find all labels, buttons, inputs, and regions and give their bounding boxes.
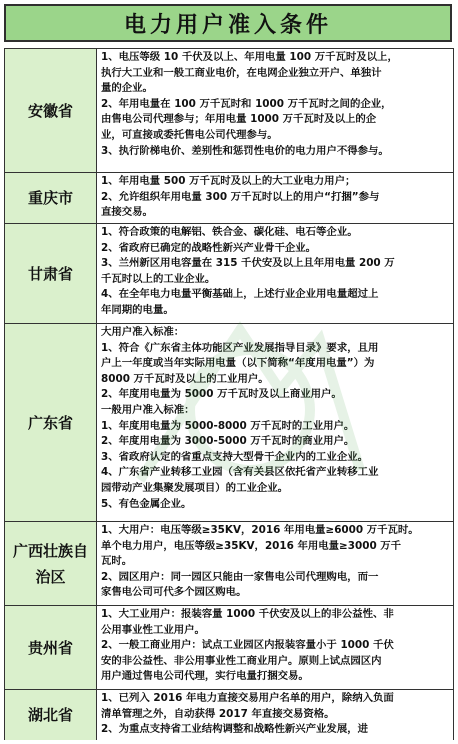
condition-line: 5、有色金属企业。 xyxy=(101,497,192,510)
condition-line: 清单管理之外，自动获得 2017 年直接交易资格。 xyxy=(101,707,335,720)
condition-line: 户上一年度或当年实际用电量（以下简称“年度用电量”）为 xyxy=(101,357,375,370)
condition-line: 1、符合政策的电解铝、铁合金、碳化硅、电石等企业。 xyxy=(101,226,358,238)
table-row-gansu xyxy=(5,224,453,324)
page-title: 电力用户准入条件 xyxy=(4,4,452,42)
condition-line: 4、在全年电力电量平衡基础上，上述行业企业用电量超过上 xyxy=(101,288,379,301)
table-row-chongqing xyxy=(5,173,453,224)
condition-line: 2、年度用电量为 5000 万千瓦时及以上商业用户。 xyxy=(101,388,342,401)
condition-line: 2、年用电量在 100 万千瓦时和 1000 万千瓦时之间的企业， xyxy=(101,97,392,110)
condition-line: 一般用户准入标准： xyxy=(101,403,195,416)
conditions-cell xyxy=(97,224,453,323)
condition-line: 单个电力用户，电压等级≥35KV，2016 年用电量≥3000 万千 xyxy=(101,539,402,552)
condition-line: 3、执行阶梯电价、差别性和惩罚性电价的电力用户不得参与。 xyxy=(101,144,389,157)
condition-line: 千瓦时以上的工业企业。 xyxy=(101,272,216,285)
condition-line: 1、年度用电量为 5000-8000 万千瓦时的工业用户。 xyxy=(101,419,355,432)
table-row-guangdong xyxy=(5,324,453,522)
province-cell: 贵州省 xyxy=(5,606,97,689)
condition-line: 1、符合《广东省主体功能区产业发展指导目录》要求，且用 xyxy=(101,341,379,354)
condition-line: 3、省政府认定的省重点支持大型骨干企业内的工业企业。 xyxy=(101,450,368,463)
condition-line: 用户通过售电公司代理，实行电量打捆交易。 xyxy=(101,670,309,683)
condition-line: 年同期的电量。 xyxy=(101,303,174,316)
province-cell: 重庆市 xyxy=(5,173,97,223)
condition-line: 8000 万千瓦时及以上的工业用户。 xyxy=(101,372,269,385)
condition-line: 园带动产业集聚发展项目）的工业企业。 xyxy=(101,481,289,494)
table-row-hubei xyxy=(5,690,453,740)
condition-line: 1、年用电量 500 万千瓦时及以上的大工业电力用户； xyxy=(101,175,356,187)
conditions-cell xyxy=(97,173,453,223)
condition-line: 执行大工业和一般工商业电价，在电网企业独立开户、单独计 xyxy=(101,66,382,79)
title-band xyxy=(0,0,458,45)
condition-line: 4、广东省产业转移工业园（含有关县区依托省产业转移工业 xyxy=(101,466,379,479)
condition-line: 安的非公益性、非公用事业性工商业用户。原则上试点园区内 xyxy=(101,654,382,667)
condition-line: 2、省政府已确定的战略性新兴产业骨干企业。 xyxy=(101,241,317,254)
table-row-guizhou xyxy=(5,606,453,690)
conditions-cell xyxy=(97,49,453,172)
province-cell: 湖北省 xyxy=(5,690,97,740)
condition-line: 业，可直接或委托售电公司代理参与。 xyxy=(101,128,278,141)
conditions-cell xyxy=(97,606,453,689)
condition-line: 3、兰州新区用电容量在 315 千伏安及以上且年用电量 200 万 xyxy=(101,257,395,270)
condition-line: 1、大用户：电压等级≥35KV，2016 年用电量≥6000 万千瓦时。 xyxy=(101,524,419,536)
condition-line: 公用事业性工业用户。 xyxy=(101,623,205,636)
conditions-cell xyxy=(97,324,453,521)
condition-line: 2、年度用电量为 3000-5000 万千瓦时的商业用户。 xyxy=(101,435,355,448)
table-row-guangxi xyxy=(5,522,453,606)
condition-line: 家售电公司可代多个园区购电。 xyxy=(101,586,247,599)
conditions-table xyxy=(4,48,454,740)
province-cell: 安徽省 xyxy=(5,49,97,172)
province-cell: 广东省 xyxy=(5,324,97,521)
condition-line: 直接交易。 xyxy=(101,206,153,219)
condition-line: 1、电压等级 10 千伏及以上、年用电量 100 万千瓦时及以上， xyxy=(101,51,398,63)
table-row-anhui xyxy=(5,49,453,173)
condition-line: 大用户准入标准： xyxy=(101,326,185,338)
condition-line: 2、允许组织年用电量 300 万千瓦时以上的用户“打捆”参与 xyxy=(101,190,380,203)
condition-line: 1、已列入 2016 年电力直接交易用户名单的用户，除纳入负面 xyxy=(101,692,394,704)
condition-line: 由售电公司代理参与；年用电量 1000 万千瓦时及以上的企 xyxy=(101,113,377,126)
condition-line: 瓦时。 xyxy=(101,555,133,568)
conditions-cell xyxy=(97,690,453,740)
condition-line: 量的企业。 xyxy=(101,82,153,95)
condition-line: 2、为重点支持省工业结构调整和战略性新兴产业发展，进 xyxy=(101,723,368,736)
condition-line: 2、一般工商业用户：试点工业园区内报装容量小于 1000 千伏 xyxy=(101,639,394,652)
conditions-cell xyxy=(97,522,453,605)
province-cell: 甘肃省 xyxy=(5,224,97,323)
condition-line: 2、园区用户：同一园区只能由一家售电公司代理购电，而一 xyxy=(101,570,379,583)
condition-line: 1、大工业用户：报装容量 1000 千伏安及以上的非公益性、非 xyxy=(101,608,394,620)
province-cell: 广西壮族自治区 xyxy=(5,522,97,605)
